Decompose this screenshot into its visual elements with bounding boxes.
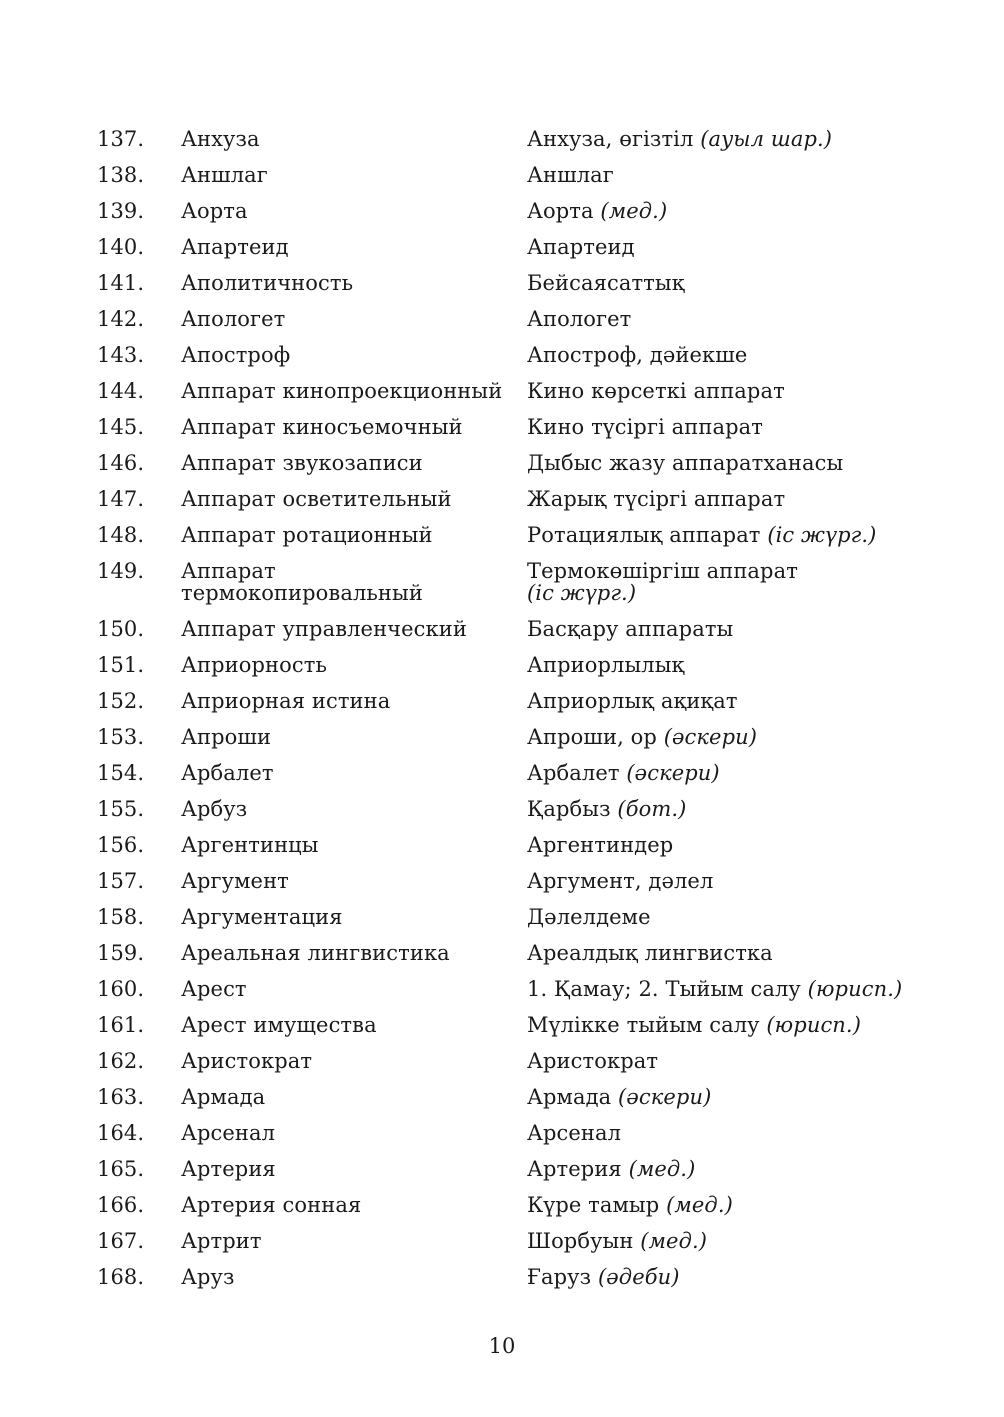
kazakh-term-text: Апроши, ор (527, 725, 657, 749)
russian-term: Арбуз (181, 797, 248, 821)
entry-number: 160. (97, 977, 145, 1001)
entry-number: 155. (97, 797, 145, 821)
russian-term: Аорта (181, 199, 248, 223)
russian-term: Аппарат осветительный (181, 487, 452, 511)
kazakh-term-text: Арбалет (527, 761, 620, 785)
russian-term: Арбалет (181, 761, 274, 785)
table-row (97, 611, 917, 647)
entry-number: 168. (97, 1265, 145, 1289)
glossary-table (97, 121, 917, 1295)
kazakh-term-text: Аргентиндер (527, 833, 674, 857)
russian-term: Аруз (181, 1265, 235, 1289)
domain-note: (мед.) (666, 1193, 733, 1217)
entry-number: 152. (97, 689, 145, 713)
kazakh-term (527, 978, 917, 1000)
kazakh-term (527, 654, 917, 676)
kazakh-term (527, 762, 917, 784)
russian-term: Аристократ (181, 1049, 313, 1073)
table-row (97, 1259, 917, 1295)
russian-term: Анхуза (181, 127, 260, 151)
kazakh-term (527, 1122, 917, 1144)
entry-number: 162. (97, 1049, 145, 1073)
page-number: 10 (488, 1334, 516, 1358)
kazakh-term (527, 1014, 917, 1036)
table-row (97, 337, 917, 373)
table-row (97, 481, 917, 517)
domain-note: (іс жүрг.) (767, 523, 877, 547)
domain-note: (әскери) (626, 761, 720, 785)
russian-term: Аппарат звукозаписи (181, 451, 423, 475)
entry-number: 156. (97, 833, 145, 857)
kazakh-term-text: Ареалдық лингвистка (527, 941, 773, 965)
table-row (97, 1115, 917, 1151)
table-row (97, 157, 917, 193)
table-row (97, 791, 917, 827)
domain-note: (мед.) (628, 1157, 696, 1181)
kazakh-term (527, 380, 917, 402)
russian-term: Аппарат управленческий (181, 617, 467, 641)
kazakh-term-text: Апартеид (527, 235, 635, 259)
kazakh-term-text: Априорлылық (527, 653, 685, 677)
entry-number: 163. (97, 1085, 145, 1109)
kazakh-term-text: Аргумент, дәлел (527, 869, 714, 893)
kazakh-term-text: Дәлелдеме (527, 905, 651, 929)
entry-number: 165. (97, 1157, 145, 1181)
kazakh-term-text: Қарбыз (527, 797, 611, 821)
russian-term: Арсенал (181, 1121, 276, 1145)
kazakh-term-text: Аншлаг (527, 163, 614, 187)
kazakh-term-text: Апостроф, дәйекше (527, 343, 748, 367)
entry-number: 145. (97, 415, 145, 439)
kazakh-term (527, 870, 917, 892)
kazakh-term (527, 1266, 917, 1288)
kazakh-term-text: Ғаруз (527, 1265, 592, 1289)
kazakh-term (527, 726, 917, 748)
kazakh-term-text: 1. Қамау; 2. Тыйым салу (527, 977, 801, 1001)
entry-number: 167. (97, 1229, 145, 1253)
russian-term: Апартеид (181, 235, 289, 259)
kazakh-term-text: Басқару аппараты (527, 617, 734, 641)
kazakh-term (527, 236, 917, 258)
table-row (97, 121, 917, 157)
table-row (97, 1043, 917, 1079)
entry-number: 157. (97, 869, 145, 893)
russian-term: Аппарат кинопроекционный (181, 379, 503, 403)
table-row (97, 683, 917, 719)
kazakh-term (527, 942, 917, 964)
kazakh-term (527, 272, 917, 294)
table-row (97, 935, 917, 971)
domain-note: (әдеби) (597, 1265, 680, 1289)
kazakh-term (527, 906, 917, 928)
entry-number: 142. (97, 307, 145, 331)
table-row (97, 373, 917, 409)
domain-note: (ауыл шар.) (700, 127, 833, 151)
table-row (97, 755, 917, 791)
kazakh-term (527, 200, 917, 222)
table-row (97, 301, 917, 337)
russian-term: Апологет (181, 307, 286, 331)
table-row (97, 863, 917, 899)
russian-term: Аппарат термокопировальный (181, 559, 423, 605)
table-row (97, 445, 917, 481)
domain-note: (юрисп.) (807, 977, 903, 1001)
entry-number: 166. (97, 1193, 145, 1217)
entry-number: 138. (97, 163, 145, 187)
kazakh-term (527, 560, 917, 604)
entry-number: 148. (97, 523, 145, 547)
entry-number: 150. (97, 617, 145, 641)
kazakh-term (527, 798, 917, 820)
russian-term: Апроши (181, 725, 272, 749)
russian-term: Арест (181, 977, 247, 1001)
kazakh-term-text: Кино түсіргі аппарат (527, 415, 763, 439)
russian-term: Артерия (181, 1157, 276, 1181)
kazakh-term-text: Армада (527, 1085, 612, 1109)
entry-number: 141. (97, 271, 145, 295)
kazakh-term-text: Аорта (527, 199, 594, 223)
kazakh-term-text: Анхуза, өгізтіл (527, 127, 694, 151)
kazakh-term-text: Артерия (527, 1157, 622, 1181)
domain-note: (әскери) (618, 1085, 712, 1109)
table-row (97, 1223, 917, 1259)
russian-term: Аншлаг (181, 163, 268, 187)
kazakh-term-text: Ротациялық аппарат (527, 523, 761, 547)
entry-number: 153. (97, 725, 145, 749)
table-row (97, 553, 917, 611)
kazakh-term-text: Апологет (527, 307, 632, 331)
russian-term: Армада (181, 1085, 266, 1109)
entry-number: 164. (97, 1121, 145, 1145)
kazakh-term (527, 524, 917, 546)
table-row (97, 517, 917, 553)
kazakh-term (527, 1230, 917, 1252)
kazakh-term (527, 1194, 917, 1216)
domain-note: (іс жүрг.) (527, 581, 637, 605)
russian-term: Аргументация (181, 905, 343, 929)
kazakh-term-text: Кино көрсеткі аппарат (527, 379, 785, 403)
kazakh-term (527, 618, 917, 640)
table-row (97, 899, 917, 935)
kazakh-term (527, 416, 917, 438)
entry-number: 147. (97, 487, 145, 511)
entry-number: 137. (97, 127, 145, 151)
table-row (97, 827, 917, 863)
kazakh-term-text: Күре тамыр (527, 1193, 660, 1217)
entry-number: 149. (97, 559, 145, 583)
entry-number: 154. (97, 761, 145, 785)
table-row (97, 971, 917, 1007)
kazakh-term-text: Арсенал (527, 1121, 622, 1145)
kazakh-term-text: Априорлық ақиқат (527, 689, 738, 713)
kazakh-term (527, 1158, 917, 1180)
table-row (97, 193, 917, 229)
kazakh-term-text: Мүлікке тыйым салу (527, 1013, 760, 1037)
kazakh-term-text: Жарық түсіргі аппарат (527, 487, 786, 511)
russian-term: Аргумент (181, 869, 289, 893)
kazakh-term-text: Шорбуын (527, 1229, 634, 1253)
russian-term: Арест имущества (181, 1013, 377, 1037)
kazakh-term (527, 452, 917, 474)
domain-note: (бот.) (617, 797, 687, 821)
russian-term: Артерия сонная (181, 1193, 362, 1217)
domain-note: (мед.) (640, 1229, 708, 1253)
entry-number: 143. (97, 343, 145, 367)
domain-note: (әскери) (663, 725, 758, 749)
russian-term: Априорность (181, 653, 327, 677)
russian-term: Аппарат киносъемочный (181, 415, 463, 439)
russian-term: Апостроф (181, 343, 291, 367)
kazakh-term (527, 164, 917, 186)
entry-number: 144. (97, 379, 145, 403)
table-row (97, 1079, 917, 1115)
kazakh-term (527, 128, 917, 150)
entry-number: 151. (97, 653, 145, 677)
kazakh-term-text: Термокөшіргіш аппарат (527, 559, 798, 583)
table-row (97, 1187, 917, 1223)
entry-number: 146. (97, 451, 145, 475)
entry-number: 139. (97, 199, 145, 223)
table-row (97, 647, 917, 683)
russian-term: Аполитичность (181, 271, 354, 295)
table-row (97, 719, 917, 755)
entry-number: 161. (97, 1013, 145, 1037)
russian-term: Аргентинцы (181, 833, 319, 857)
entry-number: 159. (97, 941, 145, 965)
kazakh-term (527, 344, 917, 366)
domain-note: (юрисп.) (766, 1013, 861, 1037)
russian-term: Аппарат ротационный (181, 523, 433, 547)
table-row (97, 409, 917, 445)
kazakh-term-text: Аристократ (527, 1049, 659, 1073)
kazakh-term-text: Бейсаясаттық (527, 271, 685, 295)
kazakh-term (527, 1050, 917, 1072)
kazakh-term (527, 690, 917, 712)
table-row (97, 265, 917, 301)
kazakh-term-text: Дыбыс жазу аппаратханасы (527, 451, 844, 475)
entry-number: 140. (97, 235, 145, 259)
table-row (97, 1151, 917, 1187)
table-row (97, 1007, 917, 1043)
russian-term: Априорная истина (181, 689, 391, 713)
russian-term: Артрит (181, 1229, 262, 1253)
entry-number: 158. (97, 905, 145, 929)
russian-term: Ареальная лингвистика (181, 941, 450, 965)
kazakh-term (527, 1086, 917, 1108)
domain-note: (мед.) (600, 199, 668, 223)
table-row (97, 229, 917, 265)
kazakh-term (527, 488, 917, 510)
kazakh-term (527, 308, 917, 330)
kazakh-term (527, 834, 917, 856)
